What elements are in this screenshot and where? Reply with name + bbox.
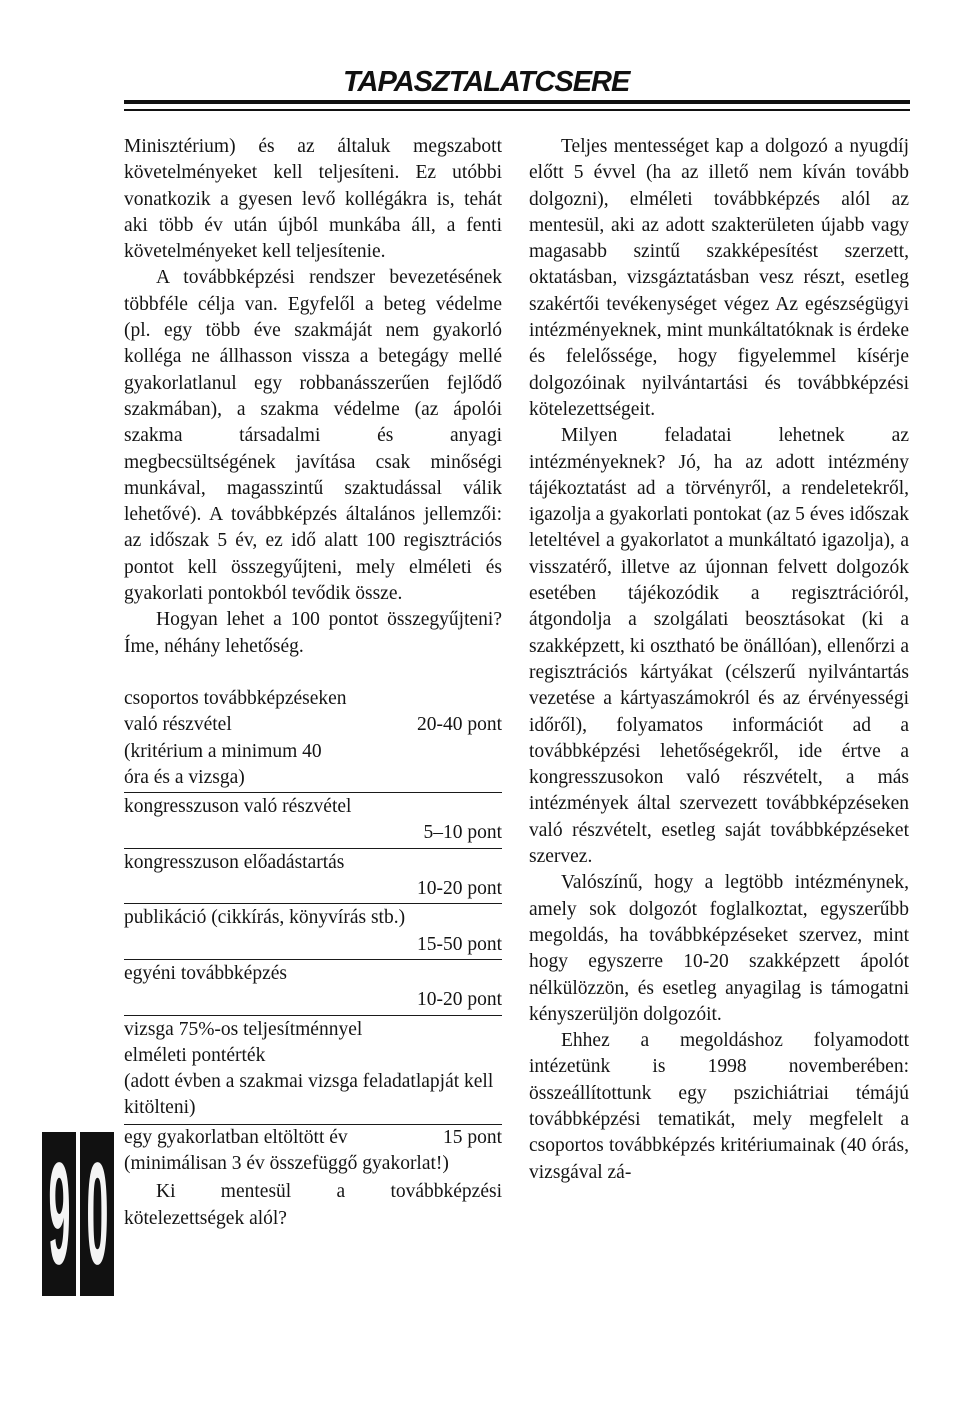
points-value: 20-40 pont <box>416 714 502 736</box>
paragraph: Milyen feladatai lehetnek az intézményeknek? Jó, ha az adott intézmény tájékoztatást ad a törvényről, a rendeletekről, igazolja a gyakorlati pontokat (az 5 éves időszak leteltével a gyakorlatot a munkáltató igazolja), a visszatérő, illetve az újonnan felvett dolgozók esetében tájékozódik a regisztrációról, átgondolja a szolgálati beosztásokat (ki a szakképzett, ki osztható be önállóan), ellenőrzi a regisztrációs kártyákat (célszerű nyilvántartás vezetése a kártyaszámokról és az érvényességi időről), folyamatos információt ad a továbbképzési lehetőségekről, ide értve a kongresszusokon való részvételt, a más intézmények által szervezett továbbképzéseken való részvételt, esetleg saját továbbképzéseket szervez. <box>529 425 909 868</box>
points-list <box>124 686 502 1178</box>
points-value: 15-50 pont <box>416 933 502 955</box>
page-header-title: TAPASZTALATCSERE <box>343 66 630 98</box>
left-column <box>124 134 502 1232</box>
points-label: egy gyakorlatban eltöltött év <box>124 1126 348 1148</box>
paragraph: A továbbképzési rendszer bevezetésének többféle célja van. Egyfelől a beteg védelme (pl. egy több éve szakmáját nem gyakorló kolléga ne állhasson vissza a betegágy mellé gyakorlatlanul egy robbanásszerűen fejlődő szakmában), a szakma védelme (az ápolói szakma társadalmi és anyagi megbecsültségének javítása csak minőségi munkával, magasszintű szaktudással válik lehetővé). A továbbképzés általános jellemzői: az időszak 5 év, ez idő alatt 100 regisztrációs pontot kell összegyűjteni, mely elméleti és gyakorlati pontokból tevődik össze. <box>124 267 502 605</box>
paragraph: Hogyan lehet a 100 pontot összegyűjteni? Íme, néhány lehetőség. <box>124 609 502 657</box>
page-number-digit: 0 <box>85 1131 109 1295</box>
points-item <box>124 1124 502 1179</box>
points-item <box>124 794 502 849</box>
points-label: csoportos továbbképzéseken <box>124 687 347 709</box>
points-label-cont: való részvétel <box>124 714 232 736</box>
right-column <box>529 134 909 1186</box>
points-value: 10-20 pont <box>416 878 502 900</box>
page-number <box>42 1132 114 1296</box>
paragraph: Ehhez a megoldáshoz folyamodott intézetünk is 1998 novemberében: összeállítottunk egy pszichiátriai témájú továbbképzési tematikát, mely megfelelt a csoportos továbbképzés kritériumainak (40 órás, vizsgával zá- <box>529 1030 909 1183</box>
page-number-digit-box <box>80 1132 114 1296</box>
paragraph: Minisztérium) és az általuk megszabott követelményeket kell teljesíteni. Ez utóbbi vonatkozik a gyesen levő kollégákra is, tehát aki több év után újból munkába áll, a fenti követelményeket kell teljesítenie. <box>124 136 502 263</box>
paragraph: Ki mentesül a továbbképzési kötelezettségek alól? <box>124 1181 502 1229</box>
page-number-digit: 9 <box>47 1131 71 1295</box>
points-label: kongresszuson való részvétel <box>124 796 352 818</box>
points-item <box>124 905 502 960</box>
points-label: kongresszuson előadástartás <box>124 851 345 873</box>
points-value: 10-20 pont <box>416 989 502 1011</box>
points-note: (kritérium a minimum 40 óra és a vizsga) <box>124 740 322 788</box>
points-item <box>124 961 502 1016</box>
paragraph: Valószínű, hogy a legtöbb intézménynek, amely sok dolgozót foglalkoztat, egyszerűbb megoldás, ha továbbképzéseket szervez, mint hogy egyszerre 10-20 szakképzett ápolót nélkülözzön, és esetleg anyagilag is támogatni kényszerüljön dolgozóit. <box>529 872 909 1025</box>
points-label: vizsga 75%-os teljesítménnyel <box>124 1018 363 1040</box>
points-item <box>124 850 502 905</box>
paragraph: Teljes mentességet kap a dolgozó a nyugdíj előtt 5 évvel (ha az illető nem kíván tovább dolgozni), elméleti továbbképzés alól az mentesül, aki az adott szakterületen újabb vagy magasabb szintű szakképesítést szerzett, oktatásban, vizsgáztatásban vesz részt, esetleg szakértői tevékenységet végez Az egészségügyi intézményeknek, mint munkáltatóknak is érdeke és felelőssége, hogy figyelemmel kísérje dolgozóinak nyilvántartási és továbbképzési kötelezettségeit. <box>529 136 909 420</box>
points-label: egyéni továbbképzés <box>124 962 287 984</box>
page-number-digit-box <box>42 1132 76 1296</box>
points-value: 5–10 pont <box>423 822 502 844</box>
header-rule-thin <box>124 109 910 111</box>
header-rule-thick <box>124 100 910 104</box>
points-note: (minimálisan 3 év összefüggő gyakorlat!) <box>124 1152 449 1174</box>
points-item <box>124 1017 502 1123</box>
points-item <box>124 686 502 793</box>
points-label: publikáció (cikkírás, könyvírás stb.) <box>124 907 406 929</box>
points-note: (adott évben a szakmai vizsga feladatlapját kell kitölteni) <box>124 1071 494 1119</box>
points-label-cont: elméleti pontérték <box>124 1044 266 1066</box>
points-value: 15 pont <box>442 1126 502 1148</box>
